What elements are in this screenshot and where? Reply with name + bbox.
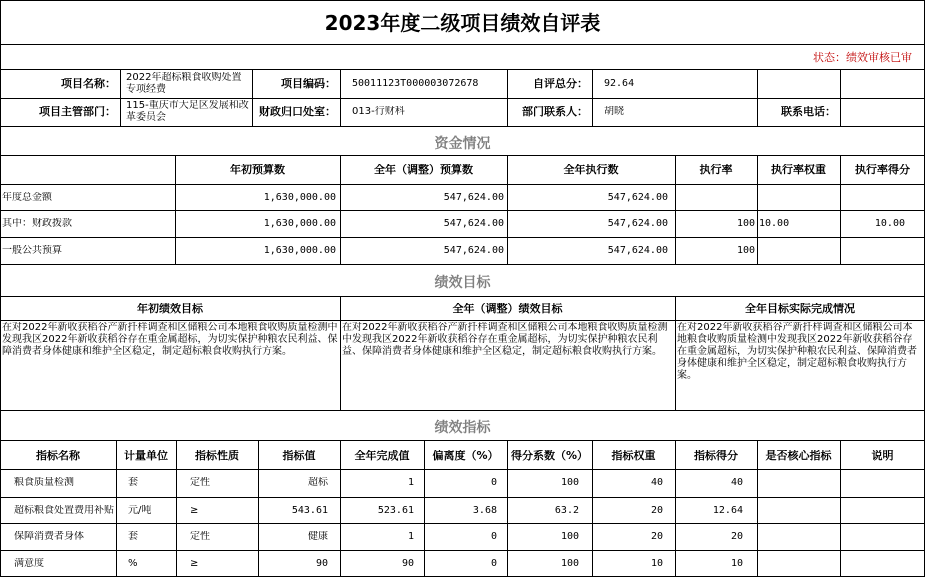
ind-weight: 20 (650, 505, 663, 516)
ind-unit: 套 (128, 477, 138, 488)
project-name-label: 项目名称： (61, 78, 116, 90)
funds-row-label: 一般公共预算 (2, 245, 62, 256)
funds-row-rate: 100 (736, 218, 755, 229)
self-score-value: 92.64 (604, 78, 635, 89)
ind-done: 1 (407, 477, 414, 488)
ind-coef: 63.2 (554, 505, 579, 516)
ind-done: 523.61 (377, 505, 414, 516)
ind-name: 粮食质量检测 (14, 477, 74, 488)
funds-header-weight: 执行率权重 (771, 164, 826, 176)
funds-row-score: 10.00 (874, 218, 905, 229)
ind-nature: ≥ (190, 558, 199, 569)
funds-row-executed: 547,624.00 (607, 245, 668, 256)
ind-score: 12.64 (712, 505, 743, 516)
ind-header-weight: 指标权重 (611, 450, 656, 462)
ind-score: 10 (730, 558, 743, 569)
funds-row-executed: 547,624.00 (607, 218, 668, 229)
funds-header-initial: 年初预算数 (230, 164, 285, 176)
project-code-value: 50011123T000003072678 (352, 78, 479, 89)
finance-label: 财政归口处室： (259, 106, 336, 118)
ind-value: 90 (315, 558, 328, 569)
finance-value: 013-行财科 (352, 106, 405, 117)
ind-name: 保障消费者身体 (14, 531, 84, 542)
ind-value: 超标 (308, 477, 328, 488)
project-code-label: 项目编码： (281, 78, 336, 90)
funds-row-initial: 1,630,000.00 (263, 245, 336, 256)
ind-score: 20 (730, 531, 743, 542)
ind-nature: 定性 (190, 477, 210, 488)
funds-row-label: 年度总金额 (2, 192, 52, 203)
ind-header-nature: 指标性质 (195, 450, 239, 462)
ind-weight: 40 (650, 477, 663, 488)
ind-dev: 0 (490, 558, 497, 569)
funds-row-adjusted: 547,624.00 (443, 218, 504, 229)
ind-nature: 定性 (190, 531, 210, 542)
funds-row-weight: 10.00 (759, 218, 790, 229)
dept-label: 项目主管部门： (39, 106, 116, 118)
ind-done: 1 (407, 531, 414, 542)
goals-header-adjusted: 全年（调整）绩效目标 (452, 303, 563, 315)
ind-weight: 10 (650, 558, 663, 569)
funds-header-rate: 执行率 (699, 164, 733, 176)
ind-header-dev: 偏离度（%） (432, 450, 499, 462)
goals-text-adjusted: 在对2022年新收获稻谷产新扦样调查和区储粮公司本地粮食收购质量检测中发现我区2022年新收获稻谷存在重金属超标，为切实保护种粮农民利益、保障消费者身体健康和维护全区稳定，制定超标粮食收购执行方案。 (342, 322, 668, 357)
ind-nature: ≥ (190, 505, 199, 516)
ind-unit: % (128, 558, 138, 569)
ind-dev: 0 (490, 531, 497, 542)
dept-value: 115-重庆市大足区发展和改革委员会 (126, 100, 249, 123)
ind-header-name: 指标名称 (36, 450, 80, 462)
ind-name: 满意度 (14, 558, 44, 569)
status-badge: 状态：绩效审核已审 (813, 51, 912, 64)
ind-unit: 套 (128, 531, 138, 542)
ind-header-done: 全年完成值 (354, 450, 410, 462)
ind-unit: 元/吨 (128, 505, 152, 516)
project-name-value: 2022年超标粮食收购处置专项经费 (126, 72, 242, 95)
ind-value: 543.61 (291, 505, 328, 516)
funds-row-adjusted: 547,624.00 (443, 245, 504, 256)
phone-label: 联系电话： (781, 106, 836, 118)
ind-header-value: 指标值 (282, 450, 316, 462)
ind-header-score: 指标得分 (694, 450, 738, 462)
funds-section-title: 资金情况 (434, 136, 491, 152)
goals-text-actual: 在对2022年新收获稻谷产新扦样调查和区储粮公司本地粮食收购质量检测中发现我区2022年新收获稻谷存在重金属超标，为切实保护种粮农民利益、保障消费者身体健康和维护全区稳定，制定超标粮食收购执行方案。 (677, 322, 917, 381)
ind-header-core: 是否核心指标 (765, 450, 832, 462)
ind-done: 90 (401, 558, 414, 569)
funds-header-executed: 全年执行数 (563, 164, 619, 176)
goals-header-actual: 全年目标实际完成情况 (745, 303, 855, 315)
contact-label: 部门联系人： (522, 106, 588, 118)
funds-row-executed: 547,624.00 (607, 192, 668, 203)
ind-dev: 0 (490, 477, 497, 488)
ind-coef: 100 (560, 477, 579, 488)
funds-row-initial: 1,630,000.00 (263, 218, 336, 229)
goals-header-initial: 年初绩效目标 (137, 303, 203, 315)
contact-value: 胡晓 (604, 106, 624, 117)
ind-name: 超标粮食处置费用补贴 (14, 505, 114, 516)
page-title: 2023年度二级项目绩效自评表 (324, 11, 601, 35)
goals-text-initial: 在对2022年新收获稻谷产新扦样调查和区储粮公司本地粮食收购质量检测中发现我区2022年新收获稻谷存在重金属超标，为切实保护种粮农民利益、保障消费者身体健康和维护全区稳定，制定超标粮食收购执行方案。 (2, 322, 338, 357)
funds-header-adjusted: 全年（调整）预算数 (374, 164, 473, 176)
funds-row-adjusted: 547,624.00 (443, 192, 504, 203)
ind-dev: 3.68 (472, 505, 497, 516)
ind-header-unit: 计量单位 (124, 450, 168, 462)
goals-section-title: 绩效目标 (434, 275, 491, 291)
indicators-section-title: 绩效指标 (434, 420, 491, 436)
funds-header-score: 执行率得分 (855, 164, 910, 176)
ind-score: 40 (730, 477, 743, 488)
ind-header-coef: 得分系数（%） (510, 450, 589, 462)
funds-row-label: 其中：财政拨款 (2, 218, 72, 229)
ind-value: 健康 (308, 531, 328, 542)
ind-coef: 100 (560, 531, 579, 542)
funds-row-initial: 1,630,000.00 (263, 192, 336, 203)
ind-header-note: 说明 (871, 450, 894, 462)
funds-row-rate: 100 (736, 245, 755, 256)
ind-coef: 100 (560, 558, 579, 569)
ind-weight: 20 (650, 531, 663, 542)
self-score-label: 自评总分： (533, 78, 588, 90)
